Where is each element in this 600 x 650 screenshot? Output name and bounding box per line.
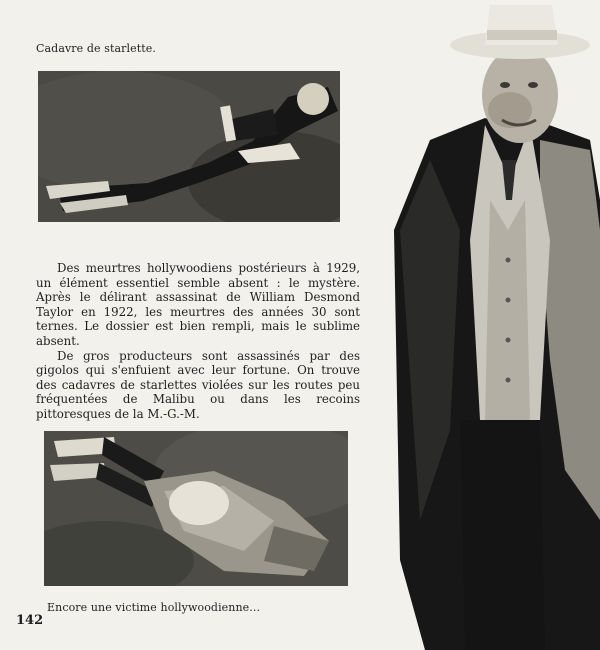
photo-man-in-hat	[390, 0, 600, 650]
caption-bottom: Encore une victime hollywoodienne...	[47, 601, 261, 614]
photo-starlet-body	[38, 71, 340, 222]
photo-victim	[44, 431, 348, 586]
paragraph-1: Des meurtres hollywoodiens postérieurs à 1929, un élément essentiel semble absent : le mystère. Après le délirant assassinat de William Desmond Taylor en 1922, les meurtres des années 30 sont ternes. Le dossier est bien rempli, mais le sublime absent.	[36, 261, 360, 348]
paragraph-2: De gros producteurs sont assassinés par des gigolos qui s'enfuient avec leur fortune. On trouve des cadavres de starlettes violées sur les routes peu fréquentées de Malibu ou dans les recoins pittoresques de la M.-G.-M.	[36, 348, 360, 421]
article-text	[36, 261, 360, 422]
page-number: 142	[16, 613, 44, 628]
caption-top: Cadavre de starlette.	[36, 42, 156, 55]
